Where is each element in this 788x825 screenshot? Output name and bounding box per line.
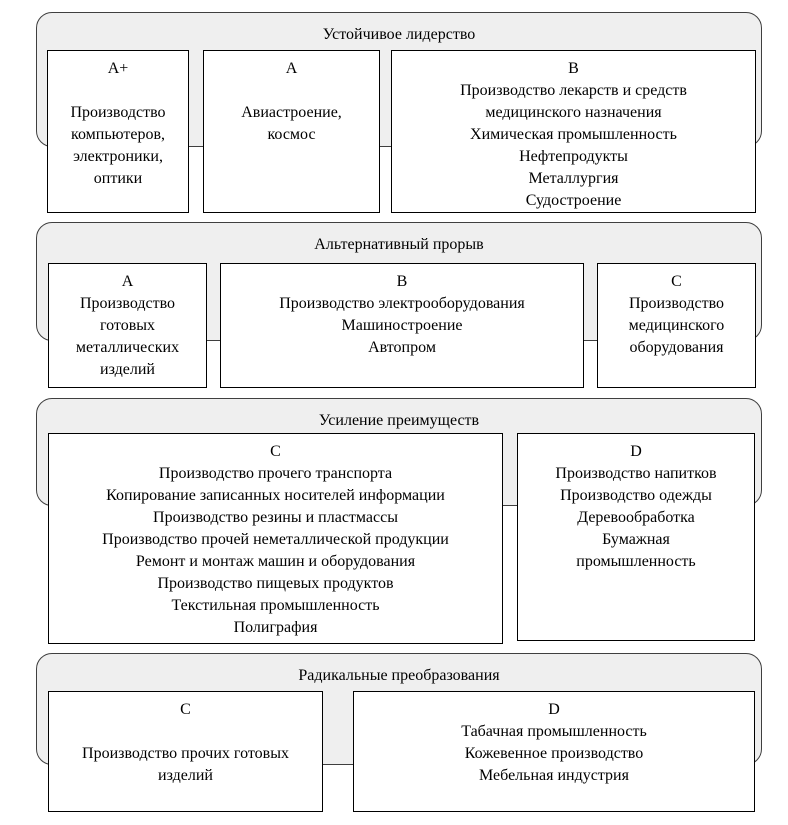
grade-label: A	[285, 60, 298, 77]
grade-label: D	[630, 443, 642, 460]
industry-item: Химическая промышленность	[470, 126, 677, 143]
grade-label: C	[180, 701, 191, 718]
industry-item: Полиграфия	[233, 619, 318, 636]
industry-item: Производство прочих готовых изделий	[82, 745, 289, 784]
industry-item: Авиастроение, космос	[241, 104, 342, 143]
industry-item: Производство одежды	[560, 487, 712, 504]
industry-item: Кожевенное производство	[464, 745, 644, 762]
grade-label: A+	[107, 60, 129, 77]
group-title: Альтернативный прорыв	[314, 236, 484, 253]
industry-item: Производство пищевых продуктов	[157, 575, 394, 592]
grade-label: C	[270, 443, 281, 460]
grade-box-d-transformations	[353, 691, 755, 812]
industry-item: Мебельная индустрия	[479, 767, 629, 784]
industry-item: Производство прочего транспорта	[158, 465, 393, 482]
industry-item: Бумажная промышленность	[576, 531, 696, 570]
industry-item: Производство прочей неметаллической продукции	[102, 531, 449, 548]
group-title: Радикальные преобразования	[298, 667, 500, 684]
industry-item: Производство компьютеров, электроники, оптики	[70, 104, 166, 187]
industry-item: Деревообработка	[577, 509, 695, 526]
grade-box-a-plus-leadership	[47, 50, 189, 213]
grade-box-c-transformations	[48, 691, 323, 812]
industry-item: Нефтепродукты	[519, 148, 628, 165]
industry-item: Копирование записанных носителей информации	[106, 487, 445, 504]
industry-item: Производство электрооборудования	[279, 295, 525, 312]
grade-box-a-breakthrough	[48, 263, 207, 388]
grade-box-d-advantages	[517, 433, 755, 641]
grade-label: D	[548, 701, 560, 718]
grade-label: B	[568, 60, 579, 77]
industry-item: Производство лекарств и средств медицинского назначения	[460, 82, 687, 121]
industry-item: Машиностроение	[341, 317, 463, 334]
industry-item: Табачная промышленность	[461, 723, 647, 740]
industry-item: Производство медицинского оборудования	[628, 295, 725, 356]
industry-item: Автопром	[368, 339, 436, 356]
industry-item: Ремонт и монтаж машин и оборудования	[135, 553, 416, 570]
grade-label: B	[396, 273, 408, 290]
grade-box-c-breakthrough	[597, 263, 756, 388]
grade-box-b-leadership	[391, 50, 756, 213]
grade-label: C	[671, 273, 682, 290]
grade-label: A	[121, 273, 134, 290]
industry-item: Производство готовых металлических изделий	[75, 295, 180, 378]
industry-item: Производство резины и пластмассы	[153, 509, 398, 526]
group-title: Усиление преимуществ	[318, 412, 480, 429]
grade-box-b-breakthrough	[220, 263, 584, 388]
grade-box-a-leadership	[203, 50, 380, 213]
industry-item: Судостроение	[525, 192, 622, 209]
industry-item: Производство напитков	[555, 465, 717, 482]
industry-item: Текстильная промышленность	[171, 597, 380, 614]
grade-box-c-advantages	[48, 433, 503, 644]
industry-item: Металлургия	[528, 170, 619, 187]
group-title: Устойчивое лидерство	[322, 26, 476, 43]
